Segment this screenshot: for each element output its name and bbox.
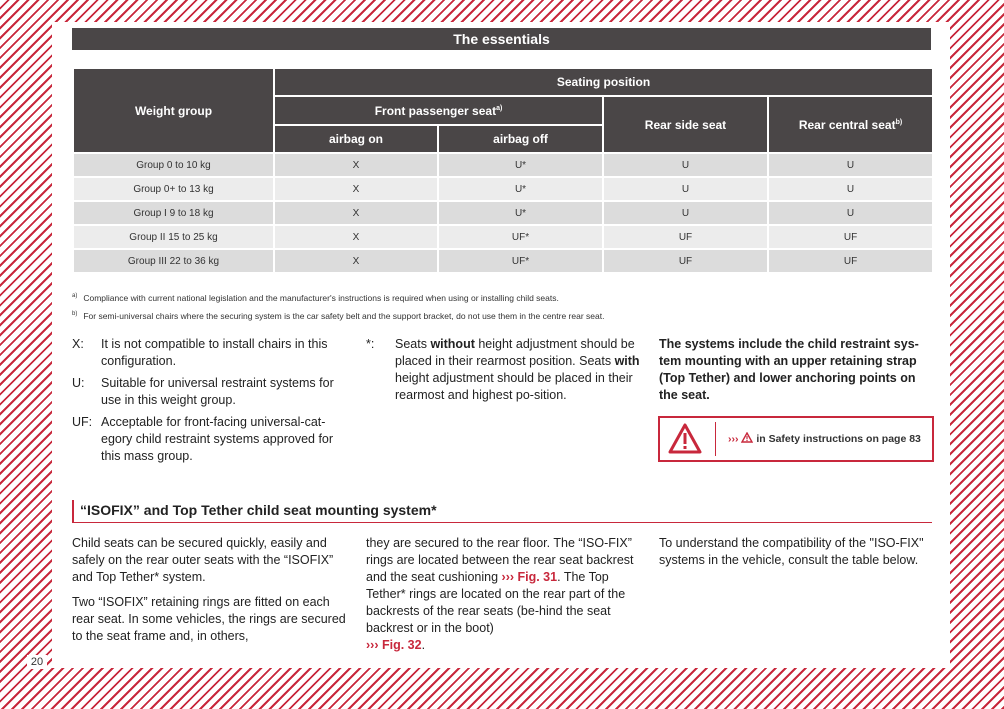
footnote-a: $^{a)}$ Compliance with current national legislation and the manufacturer's instructions is required when using or installing child seats. [72,293,559,303]
cell-airbag-on: X [274,201,438,225]
paragraph: Two “ISOFIX” retaining rings are fitted on each rear seat. In some vehicles, the rings are secured to the seat frame and, in others, [72,595,346,643]
header-seating-position: Seating position [274,68,933,96]
small-warning-icon [741,433,753,445]
warning-triangle-icon [668,423,702,460]
section-underline [72,522,932,523]
cell-airbag-on: X [274,225,438,249]
paragraph: they are secured to the rear floor. The “ISO-FIX” rings are located between the rear seat backrest and the seat cushioning ››› Fig. 31. The Top Tether* rings are located on the rear part of the backrests of the rear seats (be-hind the seat backrest or in the boot) ››› Fig. 32. [366,536,634,652]
fig-32-link[interactable]: ››› Fig. 32 [366,638,422,652]
cell-group: Group I 9 to 18 kg [73,201,274,225]
header-front-passenger: Front passenger seat$^{a)}$ [274,96,603,125]
paragraph: Child seats can be secured quickly, easily and safely on the rear outer seats with the “ISOFIX” and Top Tether* system. [72,536,334,584]
legend-item: UF: Acceptable for front-facing universal-cat-egory child restraint systems approved for this mass group. [72,415,334,463]
body-column-1 [72,535,352,653]
body-column-2 [366,535,641,662]
section-accent-bar [72,500,74,522]
cell-rear-central: UF [768,249,933,273]
cell-rear-central: U [768,153,933,177]
legend-list [72,336,352,470]
cell-airbag-on: X [274,153,438,177]
table-row [73,225,933,249]
cell-rear-side: U [603,153,768,177]
cell-rear-central: UF [768,225,933,249]
header-airbag-on: airbag on [274,125,438,153]
section-banner: The essentials [72,28,931,50]
header-weight-group: Weight group [73,68,274,153]
cell-rear-side: UF [603,249,768,273]
header-rear-central: Rear central seat$^{b)}$ [768,96,933,153]
legend-item: U: Suitable for universal restraint systems for use in this weight group. [72,376,334,407]
cell-group: Group II 15 to 25 kg [73,225,274,249]
cell-rear-side: U [603,177,768,201]
cell-rear-central: U [768,177,933,201]
legend-star: *: Seats without height adjustment should be placed in their rearmost position. Seats with height adjustment should be placed in their rearmost and highest po-sition. [366,337,640,402]
child-seat-table [72,67,934,274]
table-row [73,201,933,225]
cell-rear-side: UF [603,225,768,249]
paragraph: To understand the compatibility of the "ISO-FIX" systems in the vehicle, consult the table below. [659,536,924,567]
cell-rear-central: U [768,201,933,225]
body-column-3 [659,535,931,577]
section-title: “ISOFIX” and Top Tether child seat mounting system* [80,502,437,518]
cell-airbag-on: X [274,249,438,273]
cell-group: Group 0+ to 13 kg [73,177,274,201]
table-row [73,153,933,177]
cell-airbag-off: UF* [438,249,603,273]
cell-airbag-off: U* [438,177,603,201]
header-airbag-off: airbag off [438,125,603,153]
cell-airbag-off: UF* [438,225,603,249]
warning-box[interactable] [658,416,934,462]
warning-divider [715,422,716,456]
page-number: 20 [27,655,47,669]
footnote-b: $^{b)}$ For semi-universal chairs where the securing system is the car safety belt and the support bracket, do not use them in the centre rear seat. [72,311,605,321]
table-row [73,177,933,201]
header-rear-side: Rear side seat [603,96,768,153]
cell-airbag-off: U* [438,153,603,177]
cell-group: Group III 22 to 36 kg [73,249,274,273]
cell-group: Group 0 to 10 kg [73,153,274,177]
cell-airbag-off: U* [438,201,603,225]
cell-rear-side: U [603,201,768,225]
fig-31-link[interactable]: ››› Fig. 31 [501,570,558,584]
warning-link[interactable]: ››› in Safety instructions on page 83 [728,433,921,445]
legend-item: X: It is not compatible to install chairs in this configuration. [72,337,328,368]
systems-note: The systems include the child restraint sys-tem mounting with an upper retaining strap (Top Tether) and lower anchoring points on the seat. [659,337,919,402]
table-row [73,249,933,273]
cell-airbag-on: X [274,177,438,201]
